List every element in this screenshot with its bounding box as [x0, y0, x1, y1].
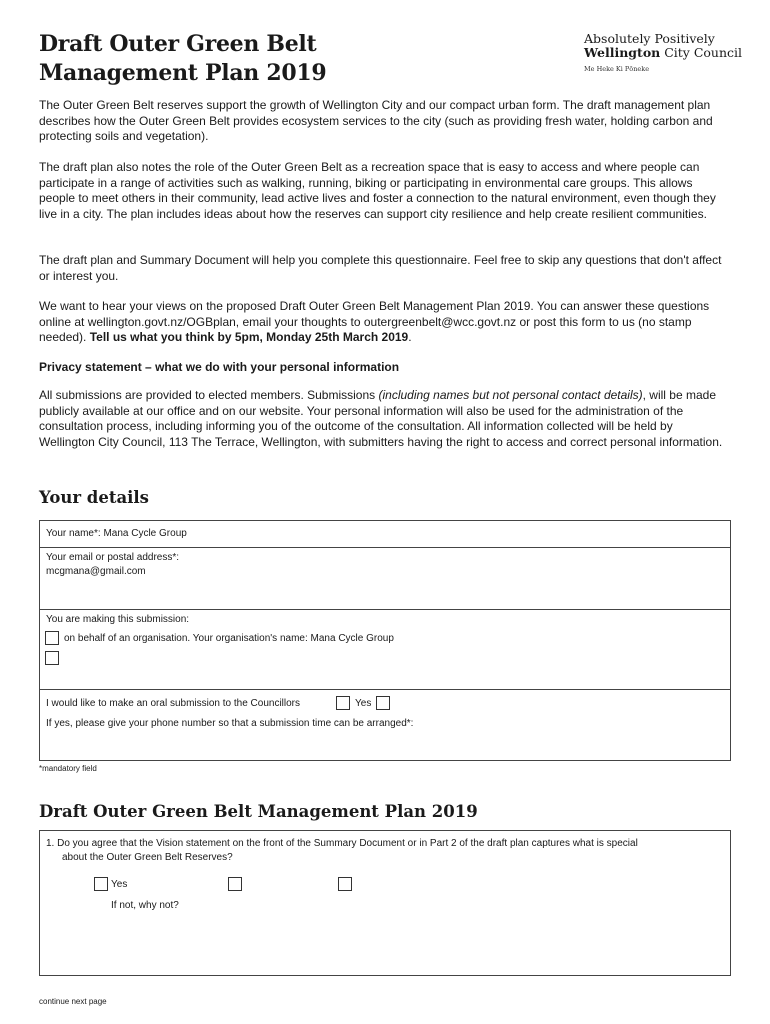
privacy-pre: All submissions are provided to elected members. Submissions: [39, 388, 379, 402]
intro-p4-text: We want to hear your views on the proposed Draft Outer Green Belt Management Plan 2019. You can answer these questions online at wellington.govt.nz/OGBplan, email your thoughts to outergreenbelt@wcc.govt.nz or post this form to us (no stamp needed).: [39, 299, 710, 344]
individual-checkbox[interactable]: [45, 651, 59, 665]
page-title: [39, 30, 326, 88]
intro-paragraph-1: The Outer Green Belt reserves support the growth of Wellington City and our compact urban form. The draft management plan describes how the Outer Green Belt provides ecosystem services to the city (such as providing fresh water, holding carbon and protecting soils and vegetation).: [39, 98, 713, 143]
question-1-line-2: about the Outer Green Belt Reserves?: [62, 852, 233, 863]
logo-line-3: Me Heke Ki Pōneke: [584, 65, 650, 73]
name-field[interactable]: Your name*: Mana Cycle Group: [46, 528, 187, 539]
title-line-2: Management Plan 2019: [39, 60, 327, 86]
oral-submission-label: I would like to make an oral submission to the Councillors: [46, 698, 301, 709]
email-field[interactable]: mcgmana@gmail.com: [46, 566, 146, 577]
details-form: [39, 520, 731, 761]
q1-no-checkbox[interactable]: [228, 877, 242, 891]
q1-yes-label: Yes: [111, 879, 128, 890]
deadline-text: Tell us what you think by 5pm, Monday 25th March 2019: [89, 330, 409, 344]
intro-paragraph-3: The draft plan and Summary Document will help you complete this questionnaire. Feel free to skip any questions that don't affect or interest you.: [39, 253, 722, 283]
logo-line-2: [584, 46, 742, 60]
oral-yes-label: Yes: [355, 698, 372, 709]
title-line-1: Draft Outer Green Belt: [39, 31, 317, 57]
privacy-heading-text: Privacy statement – what we do with your personal information: [39, 360, 400, 374]
privacy-heading: [39, 360, 725, 376]
oral-submission-row: [40, 689, 730, 761]
oral-yes-checkbox[interactable]: [376, 696, 390, 710]
privacy-italic: (including names but not personal contact details): [378, 388, 643, 402]
intro-paragraph-4: [39, 299, 725, 346]
logo-city-council: City Council: [660, 45, 743, 60]
submission-label: You are making this submission:: [46, 614, 190, 625]
intro-p4-end: .: [408, 330, 412, 344]
your-details-heading: Your details: [39, 488, 149, 507]
mandatory-note: *mandatory field: [39, 764, 97, 773]
email-label: Your email or postal address*:: [46, 552, 180, 563]
phone-field-label[interactable]: If yes, please give your phone number so that a submission time can be arranged*:: [46, 718, 414, 729]
intro-paragraph-2: The draft plan also notes the role of the Outer Green Belt as a recreation space that is easy to access and where people can participate in a range of activities such as walking, running, biking or participating in environmental care groups. This allows people to meet others in their community, lead active lives and foster a connection to the natural environment, even though they live in a city. The plan includes ideas about how the reserves can support city resilience and help create resilient communities.: [39, 160, 716, 221]
question-1-box: [39, 830, 731, 976]
organisation-option-label: on behalf of an organisation. Your organisation's name: Mana Cycle Group: [64, 633, 394, 644]
organisation-checkbox[interactable]: [45, 631, 59, 645]
logo-line-1: Absolutely Positively: [584, 31, 715, 46]
logo-wellington: Wellington: [584, 45, 661, 60]
question-1-line-1: 1. Do you agree that the Vision statement on the front of the Summary Document or in Part 2 of the draft plan captures what is special: [46, 838, 638, 849]
privacy-post: , will be made publicly available at our office and on our website. Your personal information will also be used for the administration of the consultation process, including informing you of the outcome of the consultation. All information collected will be held by Wellington City Council, 113 The Terrace, Wellington, with submitters having the right to access and correct personal information.: [39, 388, 723, 449]
oral-no-checkbox[interactable]: [336, 696, 350, 710]
continue-next-page: continue next page: [39, 997, 107, 1006]
plan-heading: Draft Outer Green Belt Management Plan 2019: [39, 802, 478, 821]
privacy-paragraph: [39, 388, 725, 450]
q1-not-sure-checkbox[interactable]: [338, 877, 352, 891]
q1-why-not-label[interactable]: If not, why not?: [111, 900, 179, 911]
email-row: [40, 547, 730, 617]
submission-row: [40, 609, 730, 689]
council-logo: [584, 32, 742, 74]
q1-yes-checkbox[interactable]: [94, 877, 108, 891]
